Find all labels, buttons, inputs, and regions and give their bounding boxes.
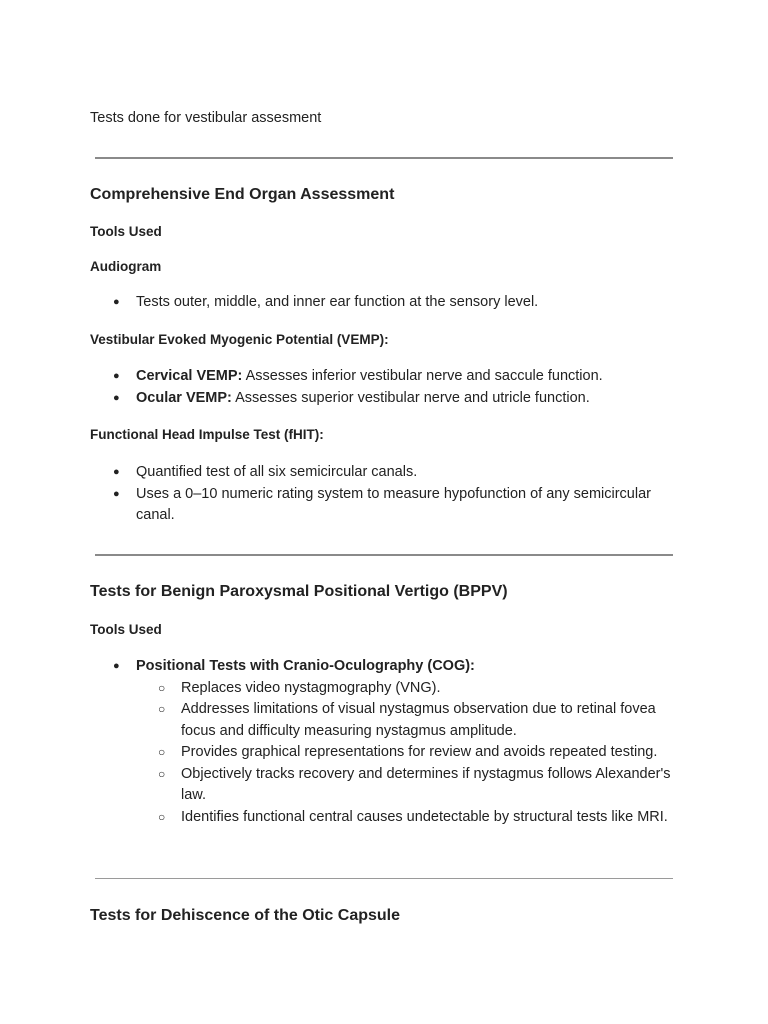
list-item (90, 388, 680, 410)
vemp-list (90, 366, 680, 409)
section-divider (95, 554, 673, 556)
vemp-heading: Vestibular Evoked Myogenic Potential (VEMP): (90, 332, 389, 347)
cog-heading: Positional Tests with Cranio-Oculography (COG): (136, 658, 475, 674)
list-item-term: Ocular VEMP: (136, 389, 232, 406)
list-item: ● Uses a 0–10 numeric rating system to measure hypofunction of any semicircular canal. (90, 484, 680, 527)
sub-list-item: ○ Addresses limitations of visual nystagmus observation due to retinal fovea focus and difficulty measuring nystagmus amplitude. (136, 699, 680, 742)
list-item (90, 366, 680, 388)
sub-list-item: ○ Provides graphical representations for review and avoids repeated testing. (136, 742, 680, 764)
cog-list (90, 656, 680, 828)
section-title-end-organ: Comprehensive End Organ Assessment (90, 186, 395, 203)
tools-used-label: Tools Used (90, 224, 162, 239)
audiogram-list (90, 292, 680, 314)
sub-list-item: ○ Identifies functional central causes undetectable by structural tests like MRI. (136, 807, 680, 829)
tools-used-label: Tools Used (90, 622, 162, 637)
fhit-list (90, 462, 680, 527)
list-item: ● Quantified test of all six semicircular canals. (90, 462, 680, 484)
list-item-text: Assesses superior vestibular nerve and utricle function. (231, 389, 590, 406)
list-item-text: Assesses inferior vestibular nerve and saccule function. (242, 368, 603, 384)
sub-list-item: ○ Objectively tracks recovery and determines if nystagmus follows Alexander's law. (136, 764, 680, 807)
cog-sublist (136, 678, 680, 829)
section-divider (95, 157, 673, 159)
intro-text: Tests done for vestibular assesment (90, 110, 322, 126)
fhit-heading: Functional Head Impulse Test (fHIT): (90, 427, 324, 442)
list-item (90, 656, 680, 828)
list-item: ● Tests outer, middle, and inner ear function at the sensory level. (90, 292, 680, 314)
list-item-term: Cervical VEMP: (136, 368, 243, 384)
section-divider (95, 878, 673, 879)
section-title-bppv: Tests for Benign Paroxysmal Positional Vertigo (BPPV) (90, 583, 508, 600)
section-title-otic-capsule: Tests for Dehiscence of the Otic Capsule (90, 907, 401, 924)
sub-list-item: ○ Replaces video nystagmography (VNG). (136, 678, 680, 700)
audiogram-heading: Audiogram (90, 259, 162, 274)
